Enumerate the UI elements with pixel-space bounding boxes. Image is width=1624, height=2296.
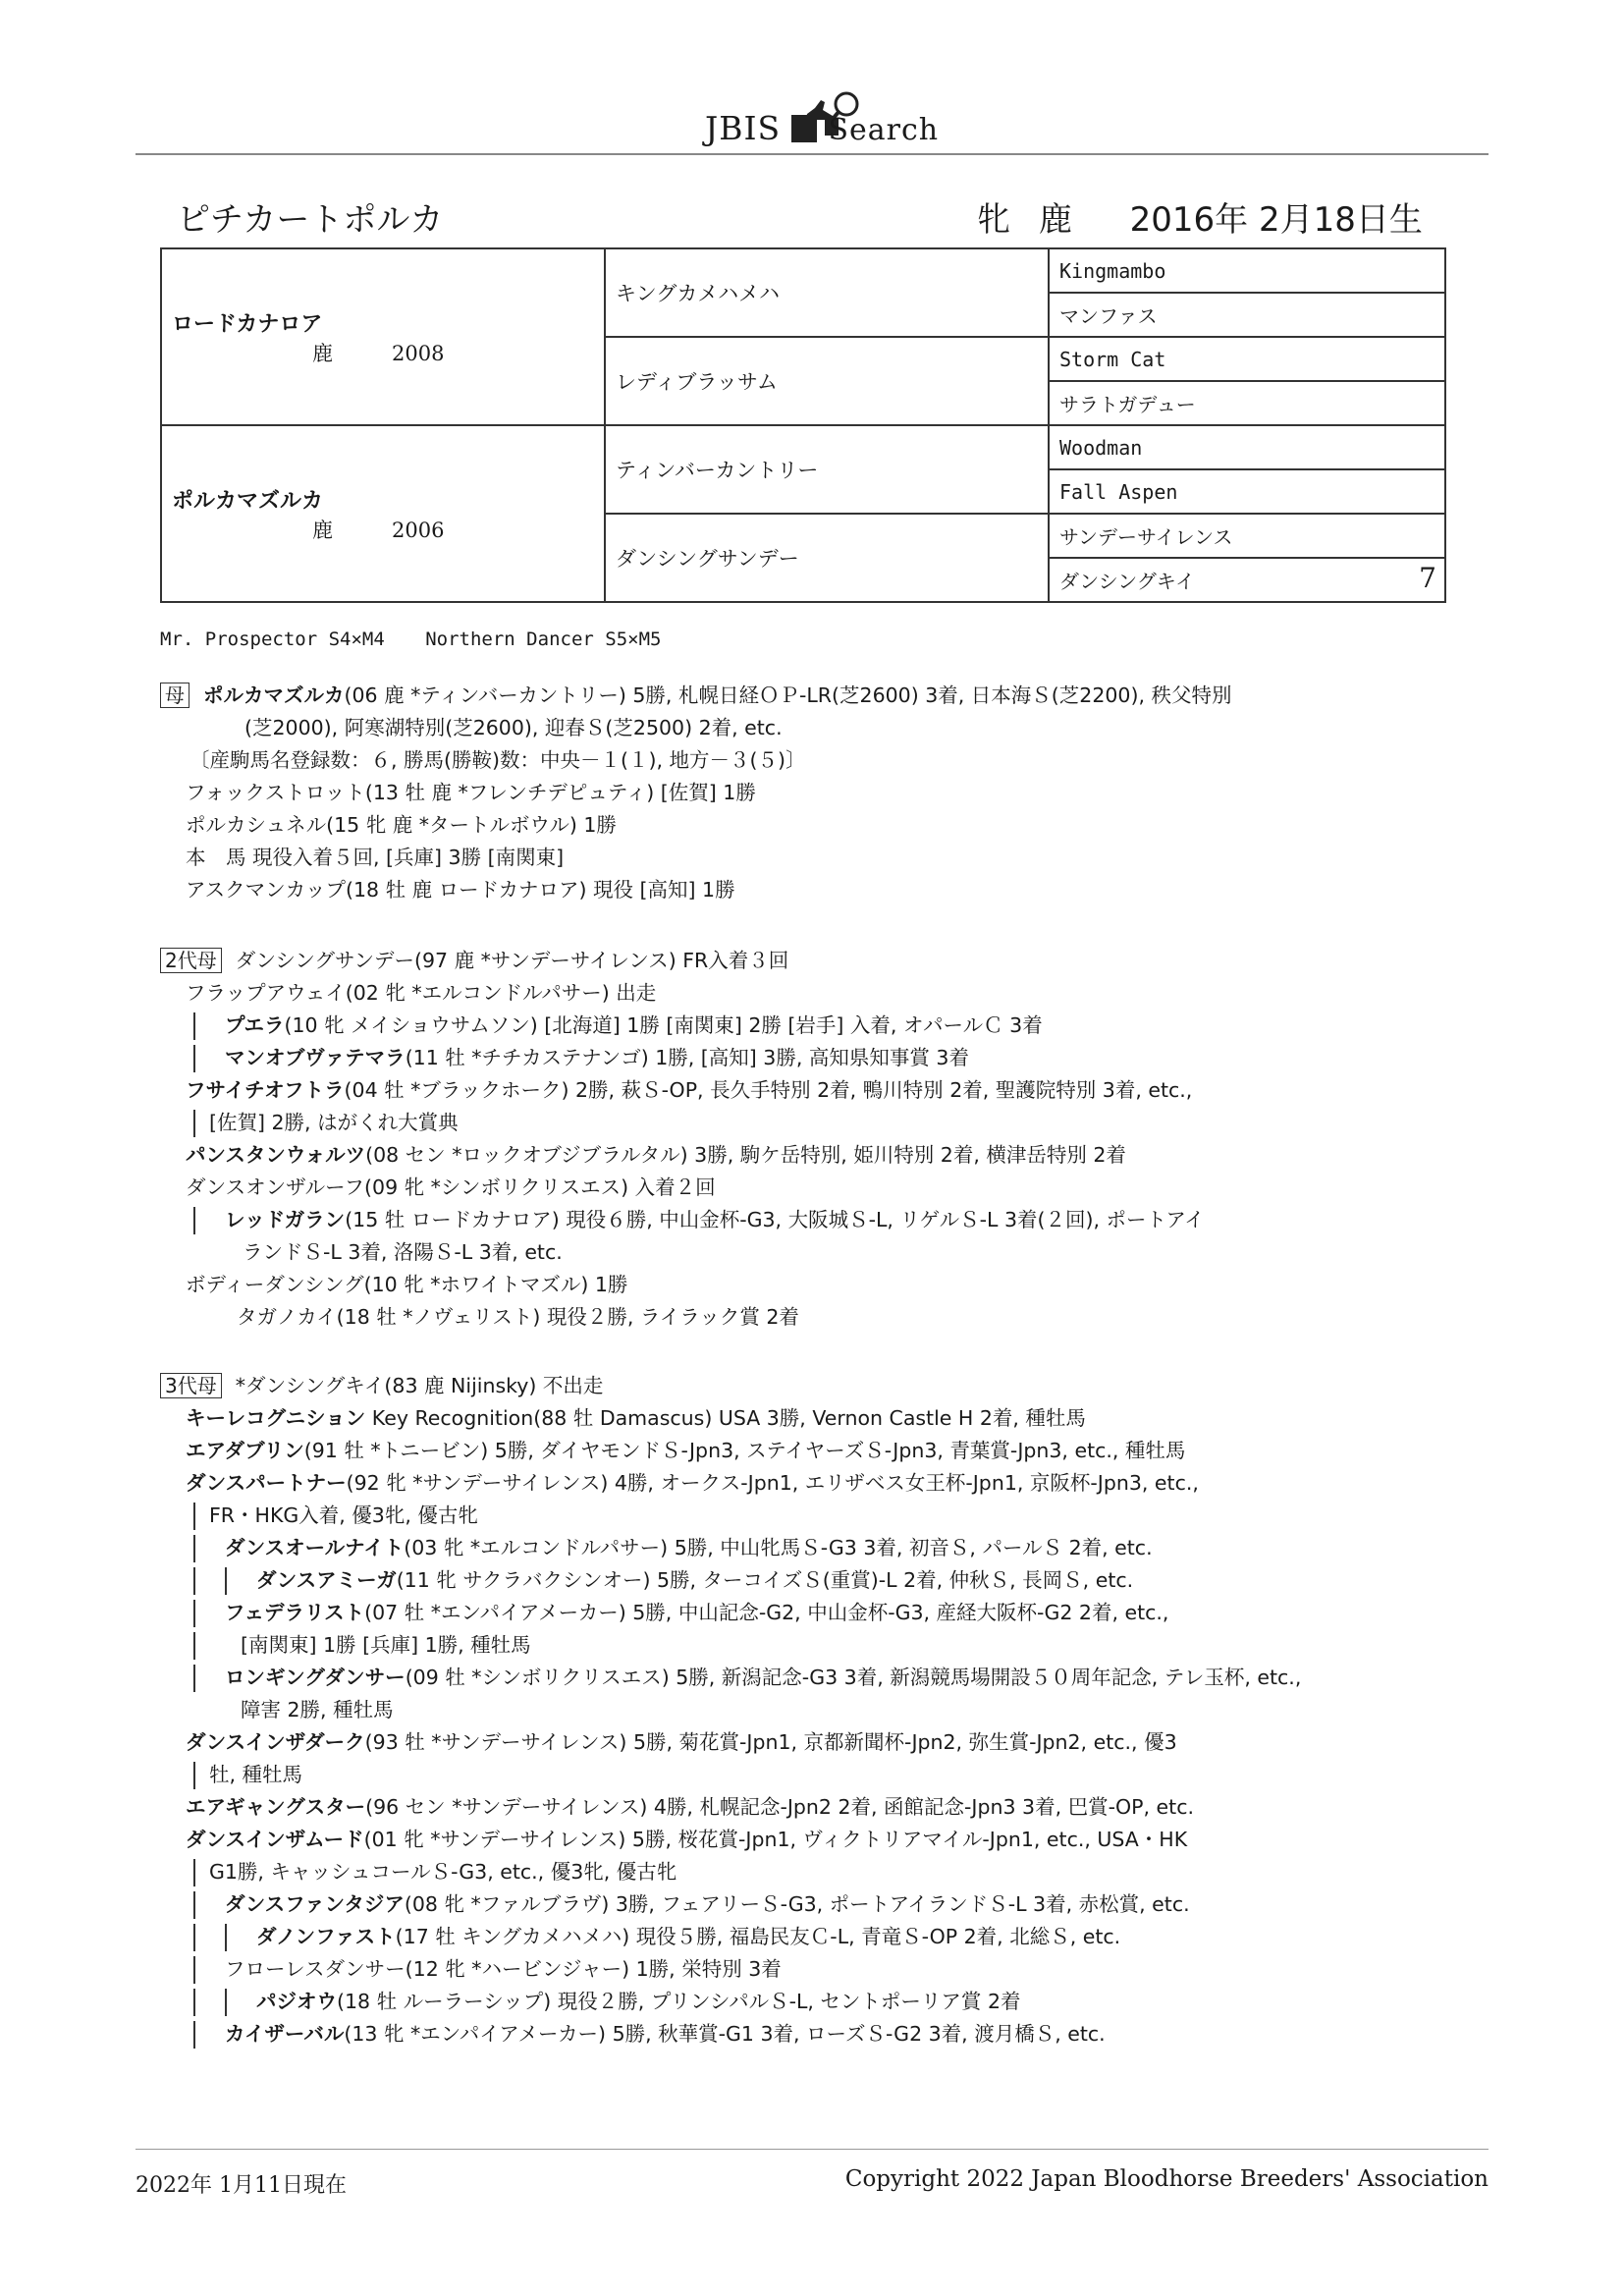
pedigree-gen2-1: キングカメハメハ [605,248,1049,337]
gen3-line12: (93 牡 *サンデーサイレンス) 5勝, 菊花賞-Jpn1, 京都新聞杯-Jpn2, 弥生賞-Jpn2, etc., 優3 [364,1730,1177,1754]
gen3-line14-name: エアギャングスター [186,1795,366,1819]
gen2-line4-name: マンオブヴァテマラ [225,1046,406,1069]
tree-bar [193,1207,195,1234]
gen3-line19: フローレスダンサー(12 牝 *ハービンジャー) 1勝, 栄特別 3着 [225,1957,782,1981]
gen3-line20: (18 牡 ルーラーシップ) 現役２勝, プリンシパルＳ-L, セントポーリア賞 2着 [337,1990,1021,2013]
gen2-line10: ランドＳ-L 3着, 洛陽Ｓ-L 3着, etc. [243,1240,563,1264]
gen2-line3: (10 牝 メイショウサムソン) [北海道] 1勝 [南関東] 2勝 [岩手] 入着, オパールＣ 3着 [284,1013,1043,1037]
gen2-line4: (11 牡 *チチカステナンゴ) 1勝, [高知] 3勝, 高知県知事賞 3着 [405,1046,969,1069]
horse-color: 鹿 [1038,200,1072,240]
tree-bar [193,1989,195,2016]
pedigree-gen3-2: マンファス [1049,293,1445,337]
tree-bar [193,1859,195,1886]
gen2-line1: ダンシングサンデー(97 鹿 *サンデーサイレンス) FR入着３回 [235,949,789,972]
dam-section-line1: (06 鹿 *ティンバーカントリー) 5勝, 札幌日経ＯＰ-LR(芝2600) 3着, 日本海Ｓ(芝2200), 秩父特別 [344,683,1232,707]
gen2-line7: (08 セン *ロックオブジブラルタル) 3勝, 駒ケ岳特別, 姫川特別 2着, 横津岳特別 2着 [365,1143,1126,1167]
gen3-line15-name: ダンスインザムード [186,1828,364,1851]
dam-color: 鹿 [312,518,333,542]
tree-bar [193,1110,195,1137]
gen3-line7: (11 牝 サクラバクシンオー) 5勝, ターコイズＳ(重賞)-L 2着, 仲秋Ｓ, 長岡Ｓ, etc. [396,1568,1134,1592]
jbis-search-logo [705,94,941,153]
gen2-line2: フラップアウェイ(02 牝 *エルコンドルパサー) 出走 [186,981,657,1005]
tree-bar [193,1503,195,1530]
dam-year: 2006 [392,518,445,542]
dam-section-line4: フォックストロット(13 牡 鹿 *フレンチデピュティ) [佐賀] 1勝 [186,781,756,804]
page-number: 7 [1419,562,1436,594]
gen2-line9-name: レッドガラン [225,1208,346,1231]
dam-section-name: ポルカマズルカ [203,683,345,707]
tree-bar [193,1600,195,1627]
logo-block [791,115,817,142]
sire-year: 2008 [392,341,445,365]
gen3-line12-name: ダンスインザダーク [186,1730,365,1754]
dam-name: ポルカマズルカ [172,488,324,514]
tree-bar [193,1632,195,1660]
pedigree-gen3-6: Fall Aspen [1049,469,1445,514]
pedigree-gen3-7: サンデーサイレンス [1049,514,1445,558]
dam-section-line7: アスクマンカップ(18 牡 鹿 ロードカナロア) 現役 [高知] 1勝 [186,878,735,902]
pedigree-gen3-5: Woodman [1049,425,1445,469]
dam-section [160,680,1466,906]
pedigree-gen3-3: Storm Cat [1049,337,1445,381]
pedigree-gen3-4: サラトガデュー [1049,381,1445,425]
tree-bar [193,1956,195,1984]
tree-spacer [193,1697,195,1724]
gen3-line8-name: フェデラリスト [225,1601,365,1624]
gen2-line7-name: パンスタンウォルツ [186,1143,366,1167]
tree-bar [193,1567,195,1595]
dam-cell [161,425,605,602]
gen3-tag: 3代母 [160,1373,222,1398]
inbreeding-1: Mr. Prospector S4×M4 [160,629,385,650]
pedigree-gen2-4: ダンシングサンデー [605,514,1049,602]
gen2-tag: 2代母 [160,948,222,973]
gen2-line11: ボディーダンシング(10 牝 *ホワイトマズル) 1勝 [186,1273,628,1296]
inbreeding-line [160,629,690,650]
horse-meta [977,192,1440,241]
gen2-line8: ダンスオンザルーフ(09 牝 *シンボリクリスエス) 入着２回 [186,1175,716,1199]
pedigree-gen3-1: Kingmambo [1049,248,1445,293]
tree-bar [193,1045,195,1072]
gen3-line16: G1勝, キャッシュコールＳ-G3, etc., 優3牝, 優古牝 [209,1860,677,1884]
footer-rule [135,2149,1489,2150]
footer-copyright: Copyright 2022 Japan Bloodhorse Breeders' Association [844,2166,1489,2192]
dam-section-line5: ポルカシュネル(15 牝 鹿 *タートルボウル) 1勝 [186,813,617,837]
dam-tag: 母 [160,683,189,708]
gen2-line5-name: フサイチオフトラ [186,1078,345,1102]
tree-bar [193,2021,195,2049]
logo-search: Search [828,113,940,147]
gen3-line21: (13 牝 *エンパイアメーカー) 5勝, 秋華賞-G1 3着, ローズＳ-G2 3着, 渡月橋Ｓ, etc. [344,2022,1106,2046]
second-dam-section [160,945,1466,1334]
dam-section-line2: (芝2000), 阿寒湖特別(芝2600), 迎春Ｓ(芝2500) 2着, etc. [244,716,783,739]
gen2-line3-name: プエラ [225,1013,285,1037]
logo-jbis: JBIS [705,109,782,147]
gen3-line11: 障害 2勝, 種牡馬 [241,1698,394,1722]
gen2-line5: (04 牡 *ブラックホーク) 2勝, 萩Ｓ-OP, 長久手特別 2着, 鴨川特別 2着, 聖護院特別 3着, etc., [344,1078,1193,1102]
horse-sex: 牝 [977,200,1010,240]
gen3-line3-name: エアダブリン [186,1439,304,1462]
sire-name: ロードカナロア [172,311,323,337]
gen3-line7-name: ダンスアミーガ [256,1568,397,1592]
tree-bar [225,1989,227,2016]
sire-cell [161,248,605,425]
gen2-line9: (15 牡 ロードカナロア) 現役６勝, 中山金杯-G3, 大阪城Ｓ-L, リゲルＳ-L 3着(２回), ポートアイ [345,1208,1205,1231]
gen3-line8: (07 牡 *エンパイアメーカー) 5勝, 中山記念-G2, 中山金杯-G3, 産経大阪杯-G2 2着, etc., [364,1601,1169,1624]
dam-section-line3: 〔産駒馬名登録数：６, 勝馬(勝鞍)数：中央－１(１), 地方－３(５)〕 [189,748,806,772]
tree-bar [193,1535,195,1562]
pedigree-gen2-3: ティンバーカントリー [605,425,1049,514]
gen2-line12: タガノカイ(18 牡 *ノヴェリスト) 現役２勝, ライラック賞 2着 [237,1305,799,1329]
tree-spacer [225,1632,227,1660]
gen3-line6: (03 牝 *エルコンドルパサー) 5勝, 中山牝馬Ｓ-G3 3着, 初音Ｓ, パールＳ 2着, etc. [404,1536,1153,1559]
gen3-line3: (91 牡 *トニービン) 5勝, ダイヤモンドＳ-Jpn3, ステイヤーズＳ-Jpn3, 青葉賞-Jpn3, etc., 種牡馬 [303,1439,1186,1462]
gen3-line6-name: ダンスオールナイト [225,1536,405,1559]
tree-spacer [225,1697,227,1724]
gen3-line14: (96 セン *サンデーサイレンス) 4勝, 札幌記念-Jpn2 2着, 函館記念-Jpn3 3着, 巴賞-OP, etc. [365,1795,1194,1819]
tree-spacer [193,1239,195,1267]
gen3-line5: FR・HKG入着, 優3牝, 優古牝 [209,1503,478,1527]
footer-date: 2022年 1月11日現在 [135,2173,347,2198]
tree-bar [225,1567,227,1595]
tree-bar [193,1665,195,1692]
header-rule [135,153,1489,155]
pedigree-gen2-2: レディブラッサム [605,337,1049,425]
inbreeding-2: Northern Dancer S5×M5 [425,629,662,650]
sire-color: 鹿 [312,341,333,365]
gen2-line6: [佐賀] 2勝, はがくれ大賞典 [209,1111,459,1134]
gen3-line2: Key Recognition(88 牡 Damascus) USA 3勝, Vernon Castle H 2着, 種牡馬 [365,1406,1086,1430]
gen3-line13: 牡, 種牡馬 [209,1763,303,1786]
gen3-line2-name: キーレコグニション [186,1406,366,1430]
gen3-line18: (17 牡 キングカメハメハ) 現役５勝, 福島民友Ｃ-L, 青竜Ｓ-OP 2着, 北総Ｓ, etc. [395,1925,1121,1948]
horse-name: ピチカートポルカ [177,200,444,240]
gen3-line1: *ダンシングキイ(83 鹿 Nijinsky) 不出走 [235,1374,604,1397]
gen3-line9: [南関東] 1勝 [兵庫] 1勝, 種牡馬 [241,1633,531,1657]
gen3-line10-name: ロンギングダンサー [225,1666,406,1689]
dam-section-line6: 本 馬 現役入着５回, [兵庫] 3勝 [南関東] [186,846,565,869]
gen3-line17-name: ダンスファンタジア [225,1892,405,1916]
third-dam-section [160,1370,1466,2050]
gen3-line17: (08 牝 *ファルブラヴ) 3勝, フェアリーＳ-G3, ポートアイランドＳ-L 3着, 赤松賞, etc. [404,1892,1190,1916]
tree-bar [225,1924,227,1951]
pedigree-gen3-8 [1049,558,1445,602]
gen3-line20-name: パジオウ [256,1990,337,2013]
gen3-line15: (01 牝 *サンデーサイレンス) 5勝, 桜花賞-Jpn1, ヴィクトリアマイル-Jpn1, etc., USA・HK [363,1828,1188,1851]
tree-bar [193,1012,195,1040]
gen3-line21-name: カイザーバル [225,2022,345,2046]
tree-bar [193,1891,195,1919]
horse-birth: 2016年 2月18日生 [1129,200,1423,240]
tree-bar [193,1762,195,1789]
pedigree-gen3-8-label: ダンシングキイ [1059,570,1195,593]
gen3-line18-name: ダノンファスト [256,1925,396,1948]
gen3-line10: (09 牡 *シンボリクリスエス) 5勝, 新潟記念-G3 3着, 新潟競馬場開設５０周年記念, テレ玉杯, etc., [405,1666,1302,1689]
pedigree-table [160,247,1446,603]
gen3-line4: (92 牝 *サンデーサイレンス) 4勝, オークス-Jpn1, エリザベス女王杯-Jpn1, 京阪杯-Jpn3, etc., [346,1471,1199,1495]
gen3-line4-name: ダンスパートナー [186,1471,347,1495]
tree-bar [193,1924,195,1951]
